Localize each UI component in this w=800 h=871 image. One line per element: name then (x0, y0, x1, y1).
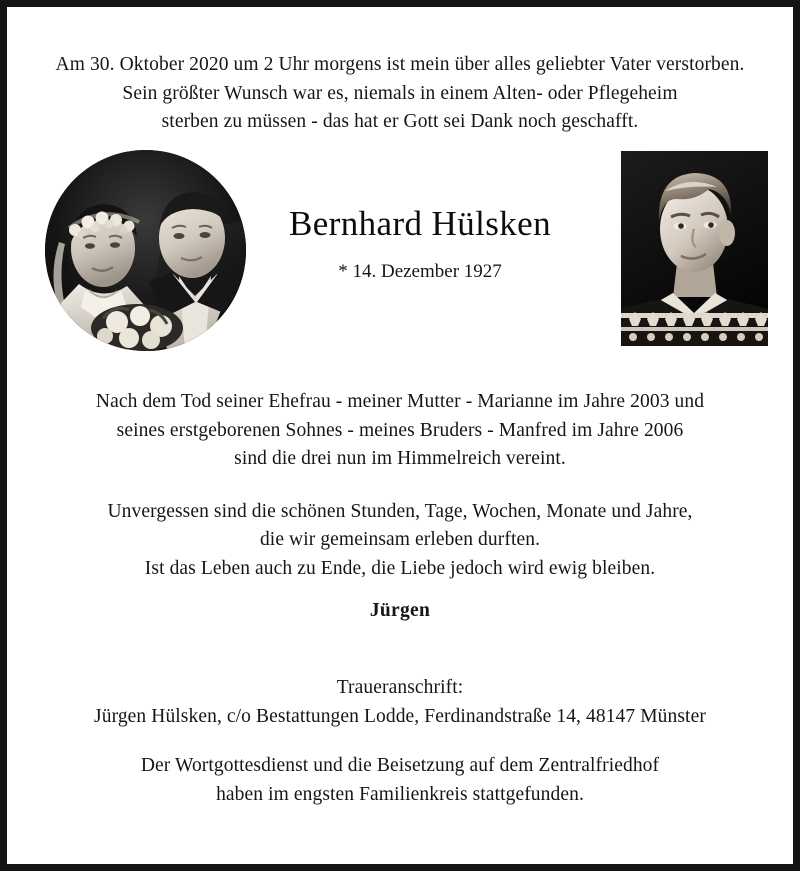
memorial-paragraphs (7, 388, 793, 555)
intro-line-2: Sein größter Wunsch war es, niemals in einem Alten- oder Pflegeheim (122, 82, 678, 104)
notice-inner (7, 7, 793, 864)
remembrance-line-1: Unvergessen sind die schönen Stunden, Tage, Wochen, Monate und Jahre, (107, 500, 693, 522)
service-line-1: Der Wortgottesdienst und die Beisetzung auf dem Zentralfriedhof (140, 755, 660, 776)
address-label: Traueranschrift: (336, 677, 464, 698)
remembrance-group (7, 498, 793, 555)
wedding-photo (45, 150, 246, 351)
portrait-photo-image (621, 151, 768, 346)
intro-paragraph (7, 51, 793, 137)
remembrance-line-2: die wir gemeinsam erleben durften. (259, 529, 541, 550)
memorial-line-1: Nach dem Tod seiner Ehefrau - meiner Mutter - Marianne im Jahre 2003 und (95, 391, 705, 412)
signature: Jürgen (369, 599, 431, 621)
wedding-photo-image (45, 150, 246, 351)
memorial-line-2: seines erstgeborenen Sohnes - meines Bruders - Manfred im Jahre 2006 (116, 419, 684, 441)
name-block (255, 203, 585, 284)
verse-block (7, 555, 793, 625)
address-block (7, 674, 793, 731)
bouquet (91, 304, 183, 351)
portrait-photo (621, 151, 768, 346)
intro-line-1: Am 30. Oktober 2020 um 2 Uhr morgens ist mein über alles geliebter Vater verstorben. (55, 54, 745, 75)
birth-date: * 14. Dezember 1927 (338, 261, 502, 282)
address-line: Jürgen Hülsken, c/o Bestattungen Lodde, Ferdinandstraße 14, 48147 Münster (94, 705, 706, 727)
verse-line: Ist das Leben auch zu Ende, die Liebe jedoch wird ewig bleiben. (144, 558, 656, 579)
memorial-group (7, 388, 793, 474)
memorial-line-3: sind die drei nun im Himmelreich vereint. (234, 448, 566, 469)
deceased-name: Bernhard Hülsken (288, 204, 552, 243)
intro-line-3: sterben zu müssen - das hat er Gott sei Dank noch geschafft. (161, 111, 639, 132)
service-block (7, 752, 793, 809)
service-line-2: haben im engsten Familienkreis stattgefunden. (216, 783, 584, 805)
